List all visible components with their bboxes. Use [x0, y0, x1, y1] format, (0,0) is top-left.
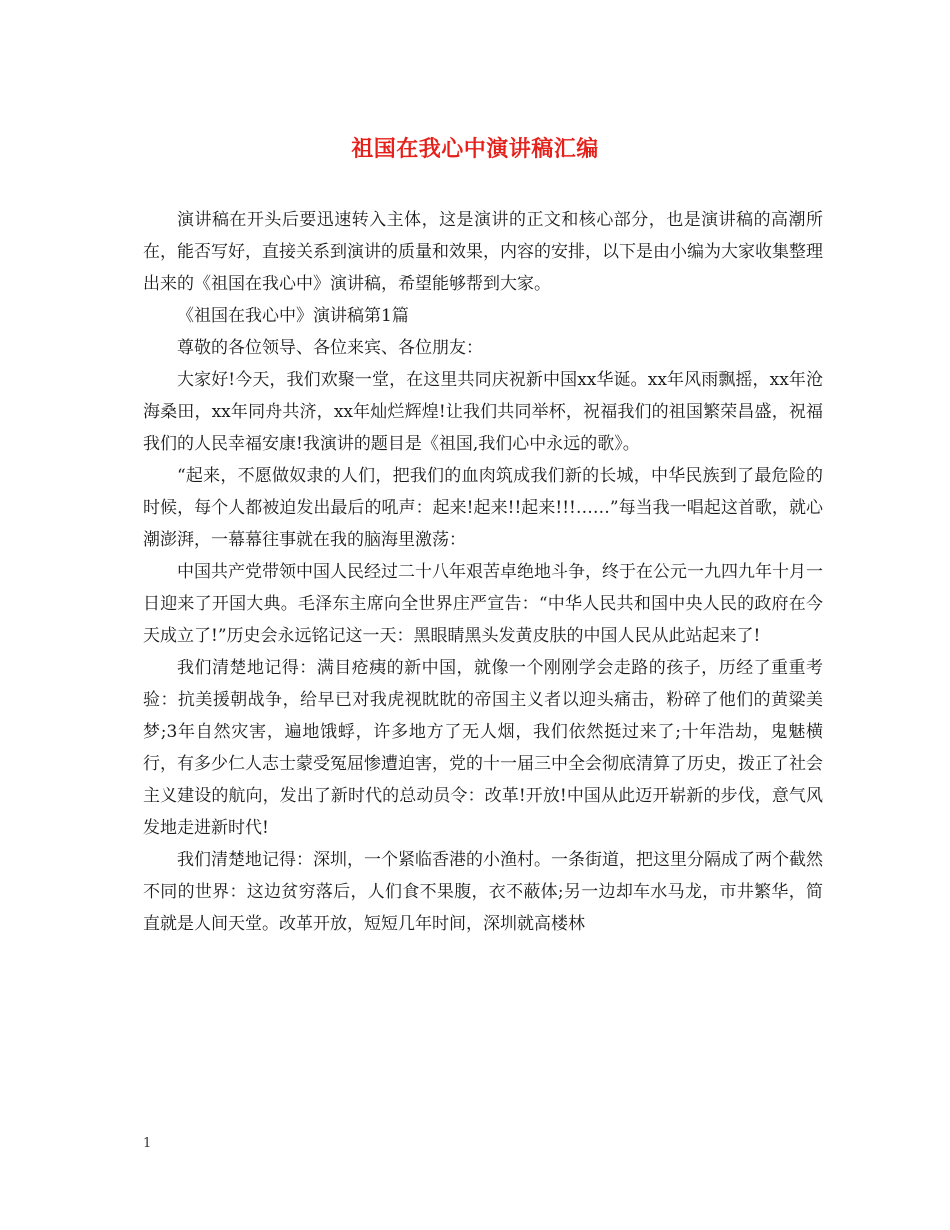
paragraph-heading: 《祖国在我心中》演讲稿第1篇	[177, 306, 409, 326]
paragraph-intro: 演讲稿在开头后要迅速转入主体，这是演讲的正文和核心部分，也是演讲稿的高潮所在，能否写好，直接关系到演讲的质量和效果，内容的安排，以下是由小编为大家收集整理出来的《祖国在我心中》演讲稿，希望能够帮到大家。	[143, 210, 823, 294]
paragraph-salutation: 尊敬的各位领导、各位来宾、各位朋友：	[177, 338, 483, 358]
paragraph-greeting: 大家好!今天，我们欢聚一堂，在这里共同庆祝新中国xx华诞。xx年风雨飘摇，xx年沧海桑田，xx年同舟共济，xx年灿烂辉煌!让我们共同举杯，祝福我们的祖国繁荣昌盛，祝福我们的人民幸福安康!我演讲的题目是《祖国,我们心中永远的歌》。	[143, 370, 823, 454]
page-number: 1	[143, 1136, 152, 1151]
document-body	[143, 204, 823, 940]
paragraph-shenzhen: 我们清楚地记得：深圳，一个紧临香港的小渔村。一条街道，把这里分隔成了两个截然不同的世界：这边贫穷落后，人们食不果腹，衣不蔽体;另一边却车水马龙，市井繁华，简直就是人间天堂。改革开放，短短几年时间，深圳就高楼林	[143, 850, 823, 934]
paragraph-founding: 中国共产党带领中国人民经过二十八年艰苦卓绝地斗争，终于在公元一九四九年十月一日迎来了开国大典。毛泽东主席向全世界庄严宣告：“中华人民共和国中央人民的政府在今天成立了!”历史会永远铭记这一天：黑眼睛黑头发黄皮肤的中国人民从此站起来了!	[143, 562, 823, 646]
document-title: 祖国在我心中演讲稿汇编	[351, 136, 599, 162]
paragraph-anthem: “起来，不愿做奴隶的人们，把我们的血肉筑成我们新的长城，中华民族到了最危险的时候，每个人都被迫发出最后的吼声：起来!起来!!起来!!!……”每当我一唱起这首歌，就心潮澎湃，一幕幕往事就在我的脑海里激荡：	[143, 466, 823, 550]
paragraph-trials: 我们清楚地记得：满目疮痍的新中国，就像一个刚刚学会走路的孩子，历经了重重考验：抗美援朝战争，给早已对我虎视眈眈的帝国主义者以迎头痛击，粉碎了他们的黄粱美梦;3年自然灾害，遍地饿蜉，许多地方了无人烟，我们依然挺过来了;十年浩劫，鬼魅横行，有多少仁人志士蒙受冤屈惨遭迫害，党的十一届三中全会彻底清算了历史，拨正了社会主义建设的航向，发出了新时代的总动员令：改革!开放!中国从此迈开崭新的步伐，意气风发地走进新时代!	[143, 658, 823, 838]
